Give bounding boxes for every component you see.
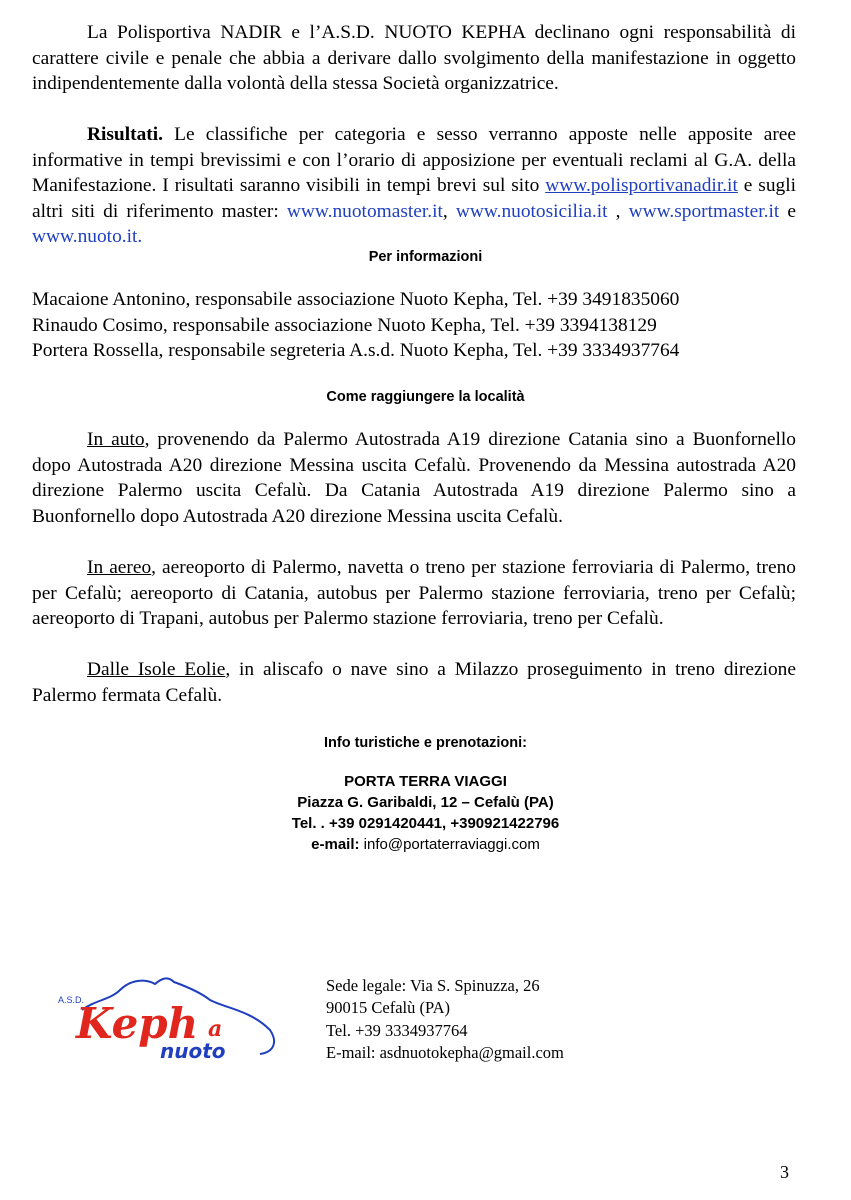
sep: , bbox=[442, 200, 456, 222]
logo-sub: nuoto bbox=[160, 1039, 226, 1063]
islands-text: , in aliscafo o nave sino a Milazzo proseguimento in treno direzione Palermo fermata Cefalù. bbox=[32, 659, 796, 706]
agency-email-line bbox=[0, 834, 851, 855]
results-label: Risultati. bbox=[87, 124, 163, 145]
info-heading: Per informazioni bbox=[368, 249, 483, 265]
disclaimer-text: La Polisportiva NADIR e l’A.S.D. NUOTO KEPHA declinano ogni responsabilità di carattere civile e penale che abbia a derivare dallo svolgimento della manifestazione in oggetto indipendentemente dalla volontà della stessa Società organizzatrice. bbox=[32, 22, 796, 95]
kepha-logo-graphic bbox=[50, 970, 290, 1070]
page-number: 3 bbox=[780, 1162, 789, 1182]
legal-address-block bbox=[326, 975, 564, 1064]
contact-macaione: Macaione Antonino, responsabile associazione Nuoto Kepha, Tel. +39 3491835060 bbox=[32, 289, 680, 310]
car-directions bbox=[32, 427, 796, 529]
sep: , bbox=[607, 200, 629, 222]
contact-rinaudo: Rinaudo Cosimo, responsabile associazione Nuoto Kepha, Tel. +39 3394138129 bbox=[32, 314, 657, 336]
results-text: Le classifiche per categoria e sesso verranno apposte nelle apposite aree informative in tempi brevissimi e con l’orario di apposizione per eventuali reclami al G.A. della Manifestazione. I risultati saranno visibili in tempi brevi sul sito bbox=[32, 124, 796, 197]
logo-word: Keph bbox=[76, 999, 199, 1048]
nuoto-link[interactable]: www.nuoto.it bbox=[32, 226, 138, 248]
logo-prefix: A.S.D. bbox=[58, 995, 85, 1005]
results-text-2: e sugli altri siti di riferimento master: bbox=[32, 175, 797, 222]
contact-portera: Portera Rossella, responsabile segreteria A.s.d. Nuoto Kepha, Tel. +39 3334937764 bbox=[32, 340, 680, 362]
results-paragraph bbox=[32, 122, 796, 250]
agency-email-label: e-mail: bbox=[311, 836, 360, 853]
logo-tail: a bbox=[208, 1016, 223, 1042]
islands-directions bbox=[32, 657, 796, 708]
disclaimer-paragraph bbox=[32, 20, 796, 97]
period: . bbox=[137, 226, 143, 248]
sportmaster-link[interactable]: www.sportmaster.it bbox=[628, 200, 780, 222]
agency-phone: Tel. . +39 0291420441, +390921422796 bbox=[291, 815, 560, 832]
car-label: In auto bbox=[87, 429, 145, 450]
agency-block bbox=[0, 771, 851, 855]
sep: e bbox=[779, 200, 796, 222]
car-text: , provenendo da Palermo Autostrada A19 direzione Catania sino a Buonfornello dopo Autostrada A20 direzione Messina uscita Cefalù. Provenendo da Messina autostrada A20 direzione Palermo uscita Cefalù. Da Catania Autostrada A19 direzione Palermo sino a Buonfornello dopo Autostrada A20 direzione Messina uscita Cefalù. bbox=[32, 429, 797, 527]
legal-city: 90015 Cefalù (PA) bbox=[326, 998, 451, 1018]
tourist-heading: Info turistiche e prenotazioni: bbox=[323, 735, 527, 751]
nuotosicilia-link[interactable]: www.nuotosicilia.it bbox=[455, 200, 608, 222]
legal-address: Sede legale: Via S. Spinuzza, 26 bbox=[326, 976, 540, 995]
legal-email: E-mail: asdnuotokepha@gmail.com bbox=[326, 1042, 564, 1062]
agency-email[interactable]: info@portaterraviaggi.com bbox=[359, 836, 540, 853]
kepha-logo bbox=[50, 970, 290, 1070]
agency-address: Piazza G. Garibaldi, 12 – Cefalù (PA) bbox=[297, 794, 554, 811]
plane-label: In aereo bbox=[87, 557, 152, 578]
agency-name: PORTA TERRA VIAGGI bbox=[344, 773, 507, 790]
plane-directions bbox=[32, 555, 796, 632]
contacts-list bbox=[32, 287, 812, 364]
legal-phone: Tel. +39 3334937764 bbox=[326, 1020, 468, 1040]
polisportivanadir-link[interactable]: www.polisportivanadir.it bbox=[545, 175, 738, 197]
plane-text: , aereoporto di Palermo, navetta o treno per stazione ferroviaria di Palermo, treno per Cefalù; aereoporto di Catania, autobus per Palermo stazione ferroviaria, treno per Cefalù; aereoporto di Trapani, autobus per Palermo stazione ferroviaria, treno per Cefalù. bbox=[32, 557, 796, 630]
nuotomaster-link[interactable]: www.nuotomaster.it bbox=[286, 200, 443, 222]
islands-label: Dalle Isole Eolie bbox=[87, 659, 226, 680]
directions-heading: Come raggiungere la località bbox=[326, 389, 525, 405]
